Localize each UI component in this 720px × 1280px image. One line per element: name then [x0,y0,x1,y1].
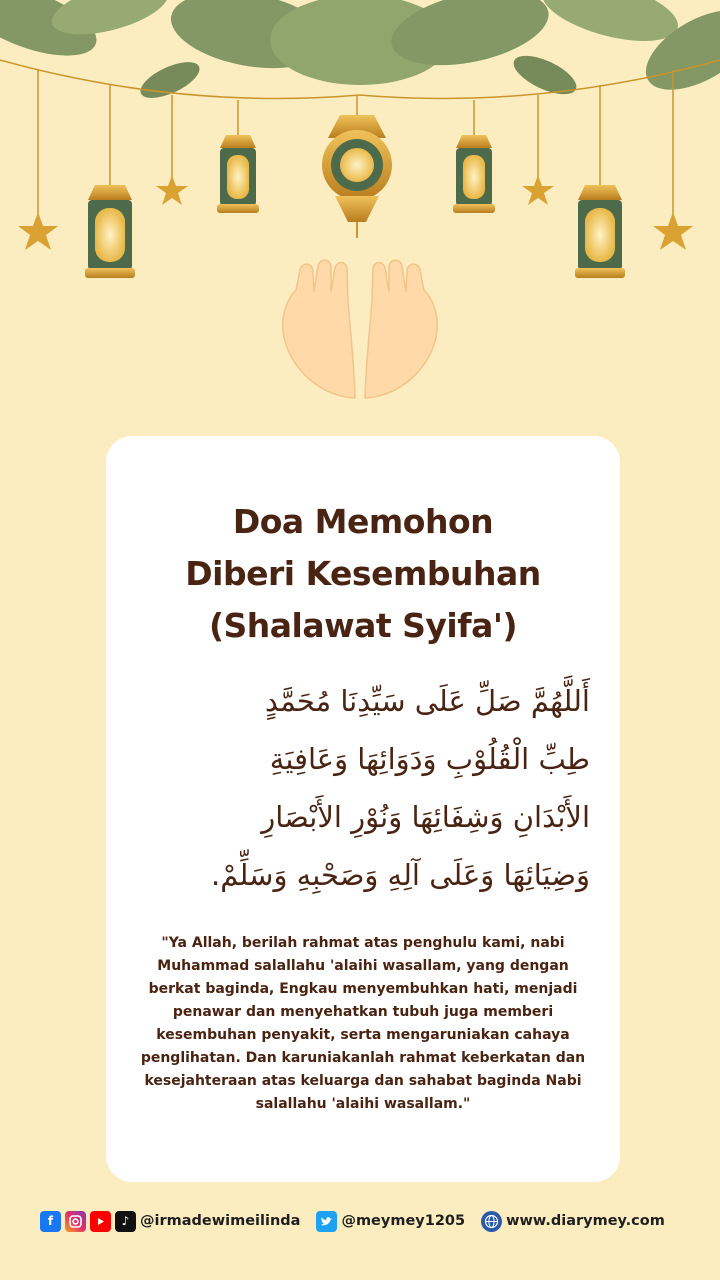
instagram-icon[interactable] [65,1211,86,1232]
arabic-line: وَضِيَائِهَا وَعَلَى آلِهِ وَصَحْبِهِ وَسَلِّمْ. [211,858,590,892]
title-line: Doa Memohon [232,502,494,541]
social-handle-main[interactable]: @irmadewimeilinda [140,1213,301,1229]
tiktok-icon[interactable]: ♪ [115,1211,136,1232]
website-link[interactable]: www.diarymey.com [506,1213,665,1229]
globe-icon [481,1211,502,1232]
translation-text: "Ya Allah, berilah rahmat atas penghulu kami, nabi Muhammad salallahu 'alaihi wasallam, yang dengan berkat baginda, Engkau menyembuhkan hati, menjadi penawar dan menyehatkan tubuh juga memberi kesembuhan penyakit, serta mengaruniakan cahaya penglihatan. Dan karuniakanlah rahmat keberkatan dan kesejahteraan atas keluarga dan sahabat baginda Nabi salallahu 'alaihi wasallam." [140,935,586,1112]
title-line: Diberi Kesembuhan [185,554,541,593]
leaves [0,0,720,106]
facebook-icon[interactable]: f [40,1211,61,1232]
arabic-line: الأَبْدَانِ وَشِفَائِهَا وَنُوْرِ الأَبْصَارِ [261,800,590,834]
social-footer [40,1206,665,1236]
arabic-line: طِبِّ الْقُلُوْبِ وَدَوَائِهَا وَعَافِيَةِ [269,742,590,776]
arabic-prayer-text [124,672,590,904]
arabic-line: أَللَّهُمَّ صَلِّ عَلَى سَيِّدِنَا مُحَمَّدٍ [264,684,590,718]
header-decoration [0,0,720,420]
youtube-icon[interactable] [90,1211,111,1232]
twitter-icon[interactable] [316,1211,337,1232]
page-title [106,496,620,652]
social-handle-twitter[interactable]: @meymey1205 [341,1213,466,1229]
prayer-card [106,436,620,1182]
title-line: (Shalawat Syifa') [208,606,518,645]
praying-hands-icon [283,260,438,398]
